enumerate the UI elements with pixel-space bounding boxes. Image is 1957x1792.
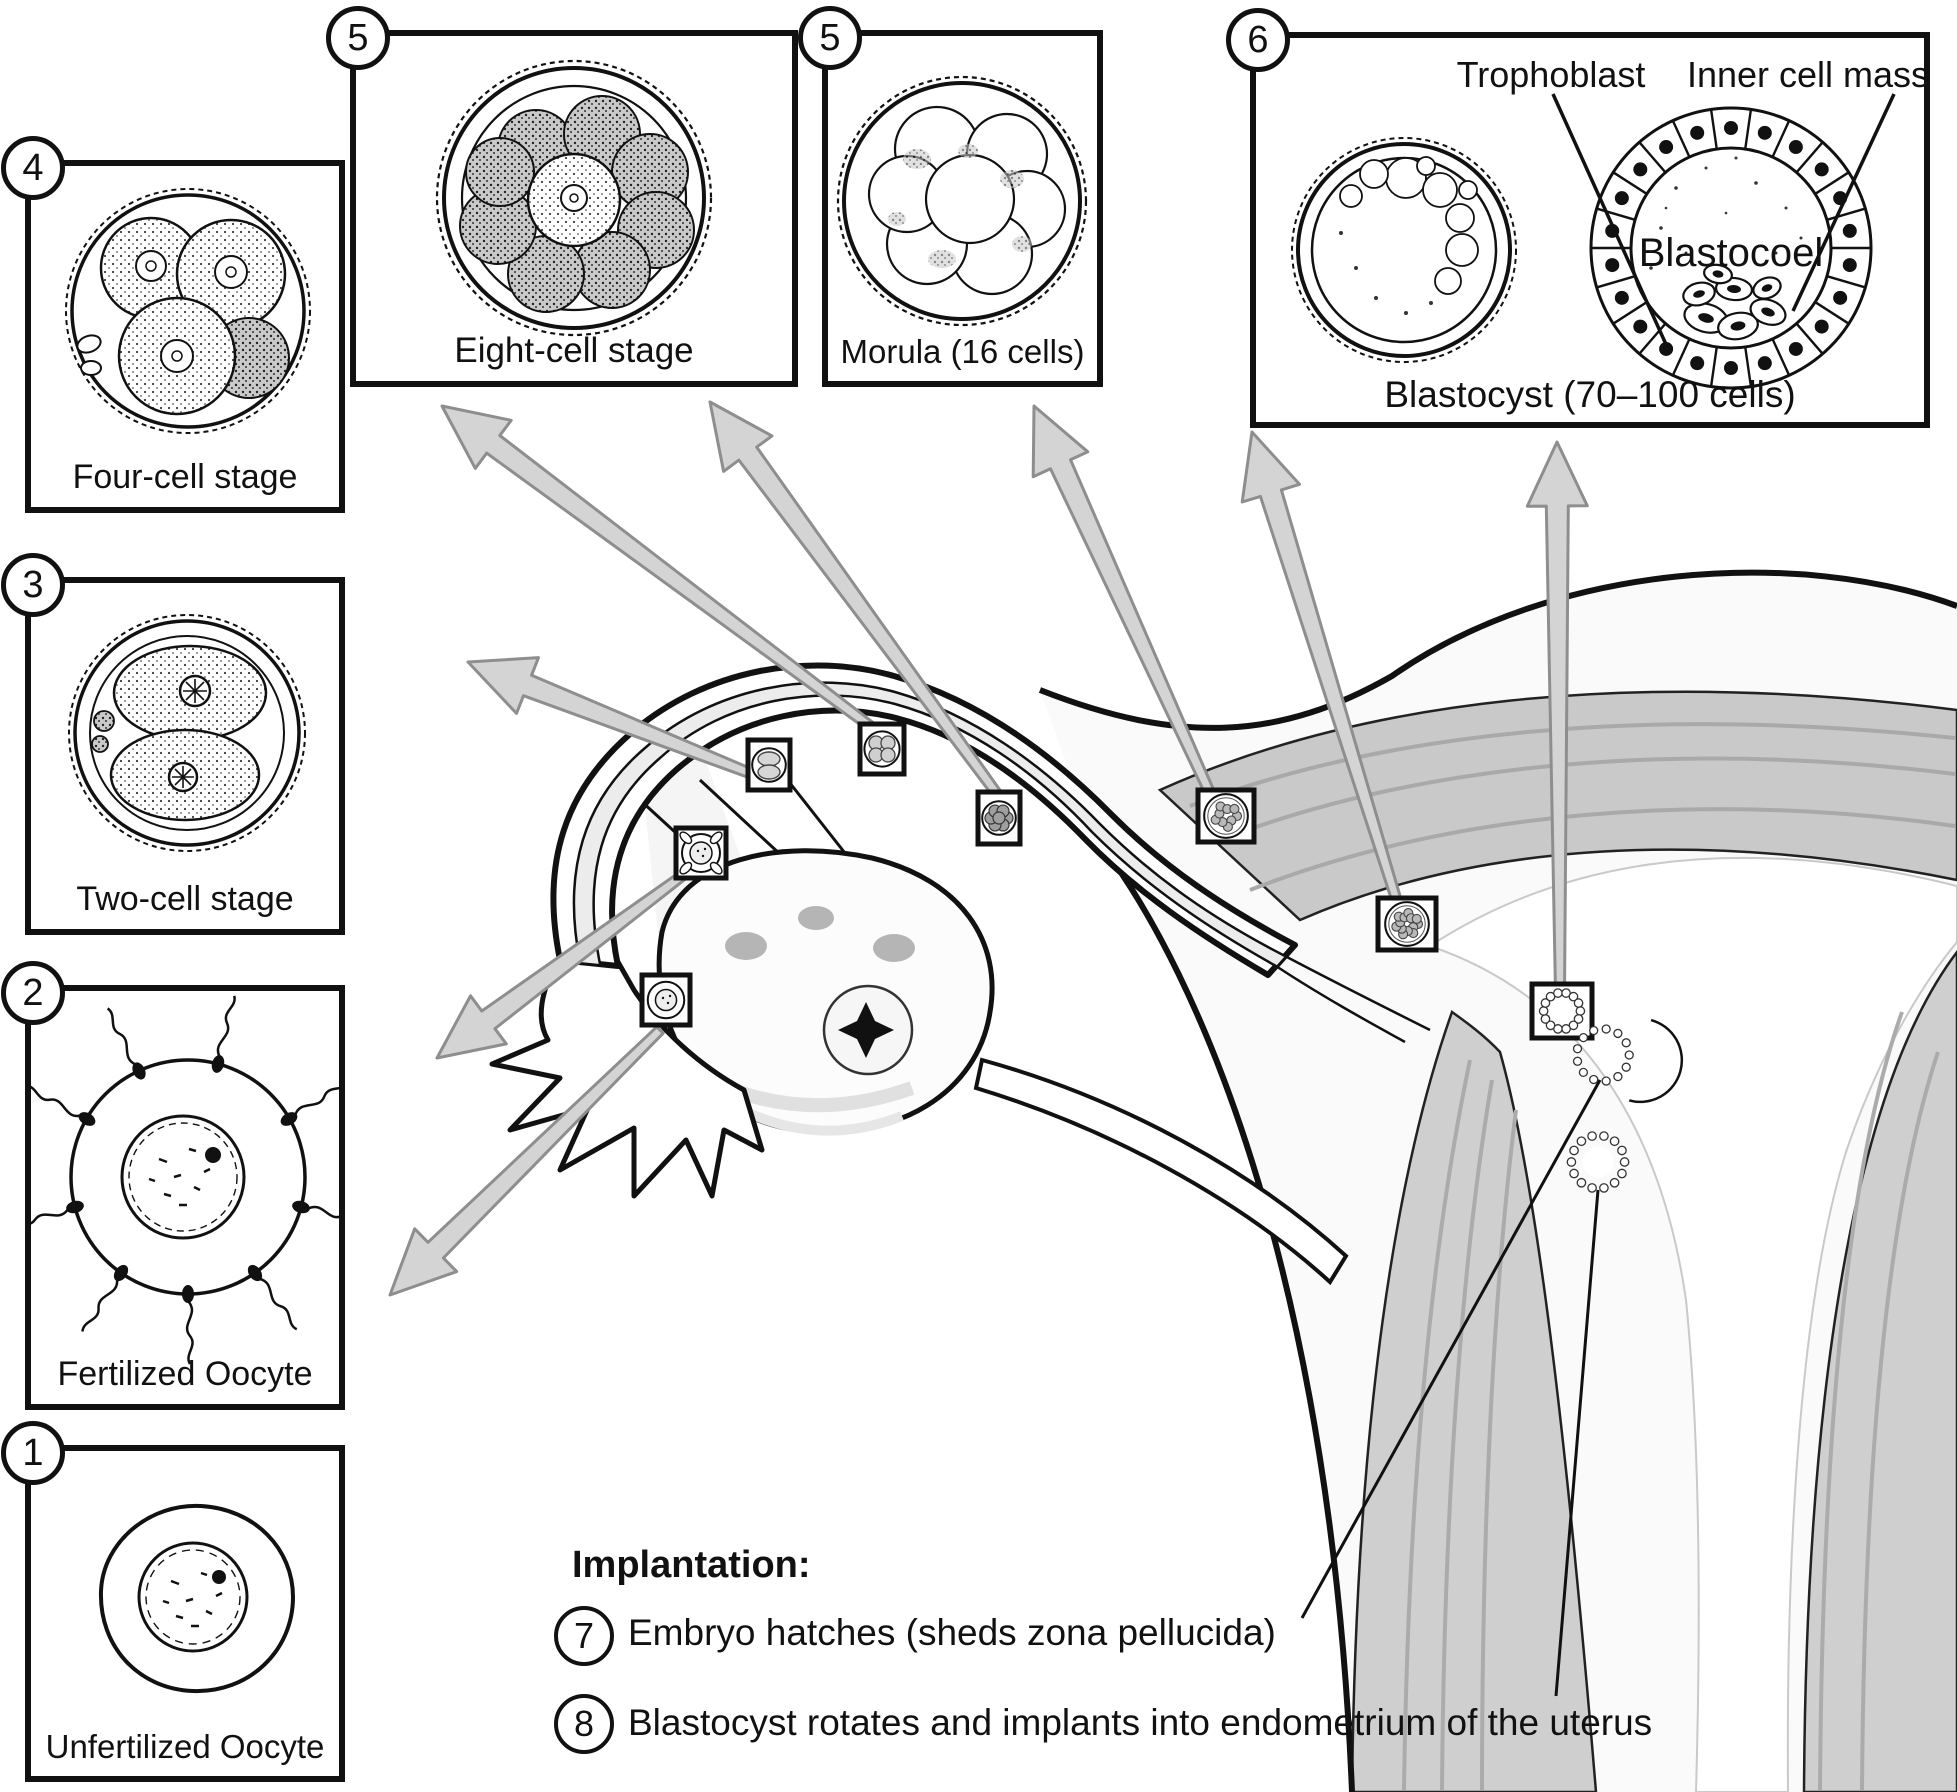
- trophoblast-label: Trophoblast: [1456, 54, 1646, 95]
- sperm-icon: [278, 1079, 339, 1129]
- sperm-icon: [31, 1079, 98, 1129]
- sperm-icon: [182, 1285, 194, 1364]
- square-fertilized-oocyte: [676, 828, 726, 878]
- sperm-icon: [76, 1262, 131, 1334]
- early-blastocyst-drawing: [1292, 138, 1516, 362]
- square-eight-cell: [978, 792, 1020, 844]
- square-four-cell: [860, 724, 904, 774]
- eight-cell-drawing: [356, 36, 792, 381]
- blastocoel-label: Blastocoel: [1638, 231, 1824, 275]
- square-two-cell: [748, 740, 790, 790]
- sperm-icon: [104, 1005, 148, 1082]
- square-compact-morula: [1378, 898, 1436, 950]
- stage-number-badge: 6: [1226, 8, 1290, 72]
- stage-caption: Fertilized Oocyte: [57, 1355, 313, 1393]
- morula-drawing: [828, 36, 1097, 381]
- square-morula: [1198, 790, 1254, 842]
- implantation-step-text: Embryo hatches (sheds zona pellucida): [628, 1612, 1276, 1653]
- sperm-icon: [210, 995, 242, 1074]
- step-number-badge: 8: [554, 1694, 614, 1754]
- ovarian-follicle: [798, 906, 834, 930]
- ovarian-follicle: [725, 932, 767, 960]
- stage-number-badge: 5: [326, 6, 390, 70]
- ovarian-follicle: [873, 934, 915, 962]
- four-cell-drawing: [31, 166, 339, 507]
- stage-number-badge: 5: [798, 6, 862, 70]
- inner-cell-mass-label: Inner cell mass: [1686, 54, 1930, 95]
- sperm-icon: [245, 1262, 300, 1334]
- square-blastocyst: [1532, 984, 1592, 1038]
- labeled-blastocyst-drawing: [1553, 94, 1894, 388]
- fertilized-oocyte-drawing: [31, 991, 339, 1404]
- stage-box-unfertilized-oocyte: [22, 1432, 345, 1782]
- stage-caption: Unfertilized Oocyte: [45, 1728, 325, 1765]
- stage-number-badge: 1: [1, 1421, 65, 1485]
- stage-box-two-cell: [22, 564, 345, 935]
- stage-box-four-cell: [22, 147, 345, 513]
- step-number-badge: 7: [554, 1606, 614, 1666]
- stage-caption: Two-cell stage: [76, 880, 294, 918]
- stage-number-badge: 4: [1, 136, 65, 200]
- implantation-step-text: Blastocyst rotates and implants into endometrium of the uterus: [628, 1702, 1653, 1743]
- stage-box-morula: [819, 17, 1103, 387]
- stage-box-blastocyst: [1247, 19, 1930, 428]
- stage-caption: Eight-cell stage: [454, 331, 694, 370]
- stage-caption: Morula (16 cells): [840, 333, 1085, 370]
- stage-number-badge: 3: [1, 553, 65, 617]
- square-unfertilized-oocyte: [642, 975, 690, 1025]
- stage-box-fertilized-oocyte: [22, 972, 345, 1410]
- stage-caption: Blastocyst (70–100 cells): [1384, 374, 1796, 415]
- stage-number-badge: 2: [1, 961, 65, 1025]
- implantation-heading: Implantation:: [572, 1544, 811, 1586]
- stage-caption: Four-cell stage: [72, 458, 298, 496]
- stage-box-eight-cell: [347, 17, 798, 387]
- two-cell-drawing: [31, 583, 339, 929]
